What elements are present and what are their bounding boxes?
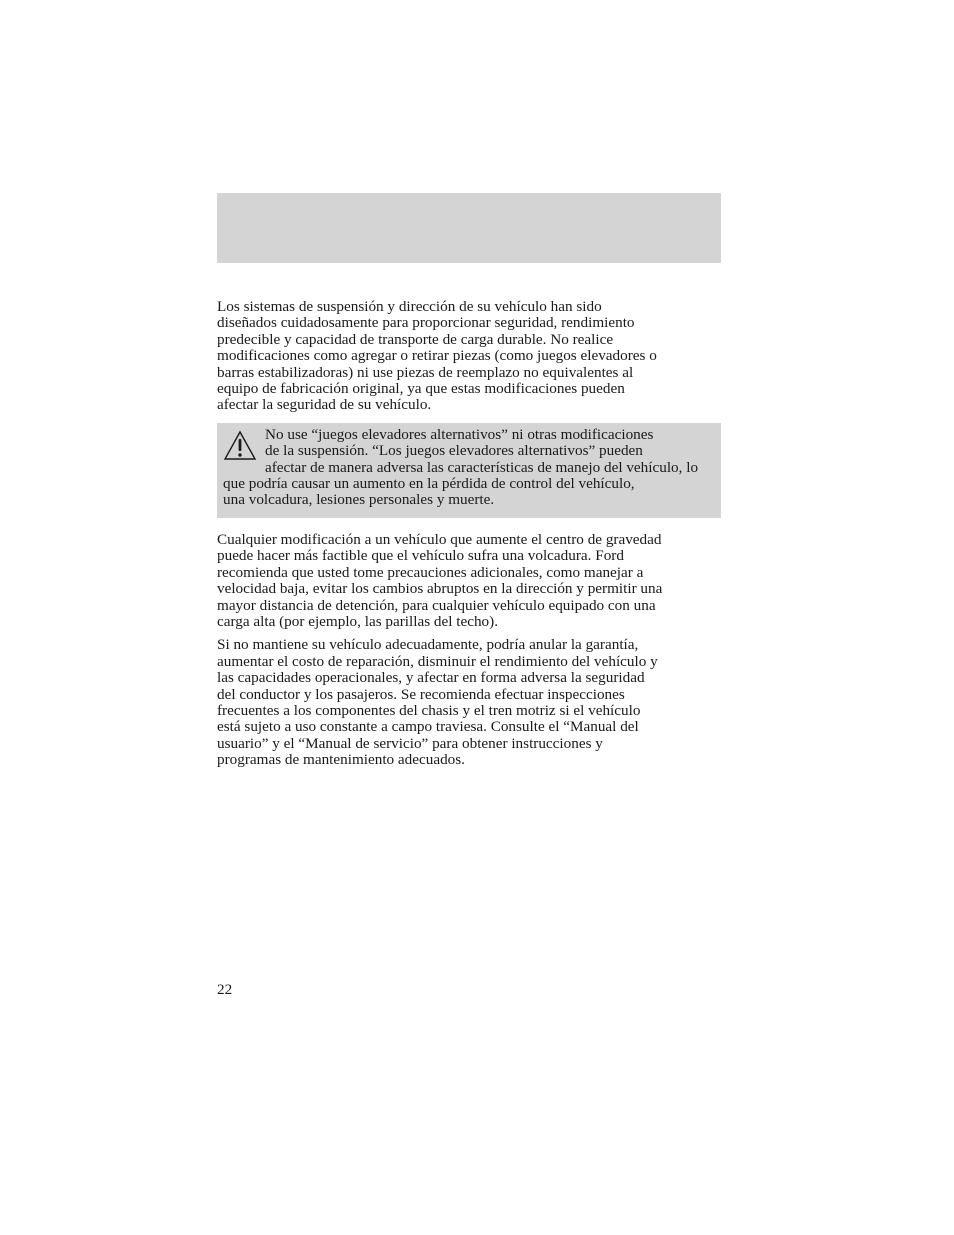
- warning-text: No use “juegos elevadores alternativos” ni otras modificaciones de la suspensión. “Los juegos elevadores alternativos” pueden afectar de manera adversa las características de manejo del vehículo, lo que podría causar un aumento en la pérdida de control del vehículo, una volcadura, lesiones personales y muerte.: [223, 425, 699, 509]
- section-header-band: [217, 193, 721, 263]
- warning-triangle-icon: [223, 430, 257, 462]
- page-number: 22: [217, 981, 233, 998]
- paragraph-suspension-systems: Los sistemas de suspensión y dirección de su vehículo han sido diseñados cuidadosamente para proporcionar seguridad, rendimiento predecible y capacidad de transporte de carga durable. No realice modificaciones como agregar o retirar piezas (como juegos elevadores o barras estabilizadoras) ni use piezas de reemplazo no equivalentes al equipo de fabricación original, ya que estas modificaciones pueden afectar la seguridad de su vehículo.: [217, 298, 657, 414]
- warning-box: [217, 423, 721, 518]
- paragraph-center-of-gravity: Cualquier modificación a un vehículo que aumente el centro de gravedad puede hacer más factible que el vehículo sufra una volcadura. Ford recomienda que usted tome precauciones adicionales, como manejar a velocidad baja, evitar los cambios abruptos en la dirección y permitir una mayor distancia de detención, para cualquier vehículo equipado con una carga alta (por ejemplo, las parillas del techo).: [217, 530, 663, 630]
- paragraph-maintenance: Si no mantiene su vehículo adecuadamente, podría anular la garantía, aumentar el costo de reparación, disminuir el rendimiento del vehículo y las capacidades operacionales, y afectar en forma adversa la seguridad del conductor y los pasajeros. Se recomienda efectuar inspecciones frecuentes a los componentes del chasis y el tren motriz si el vehículo está sujeto a uso constante a campo traviesa. Consulte el “Manual del usuario” y el “Manual de servicio” para obtener instrucciones y programas de mantenimiento adecuados.: [217, 636, 658, 769]
- page-content: [217, 299, 721, 769]
